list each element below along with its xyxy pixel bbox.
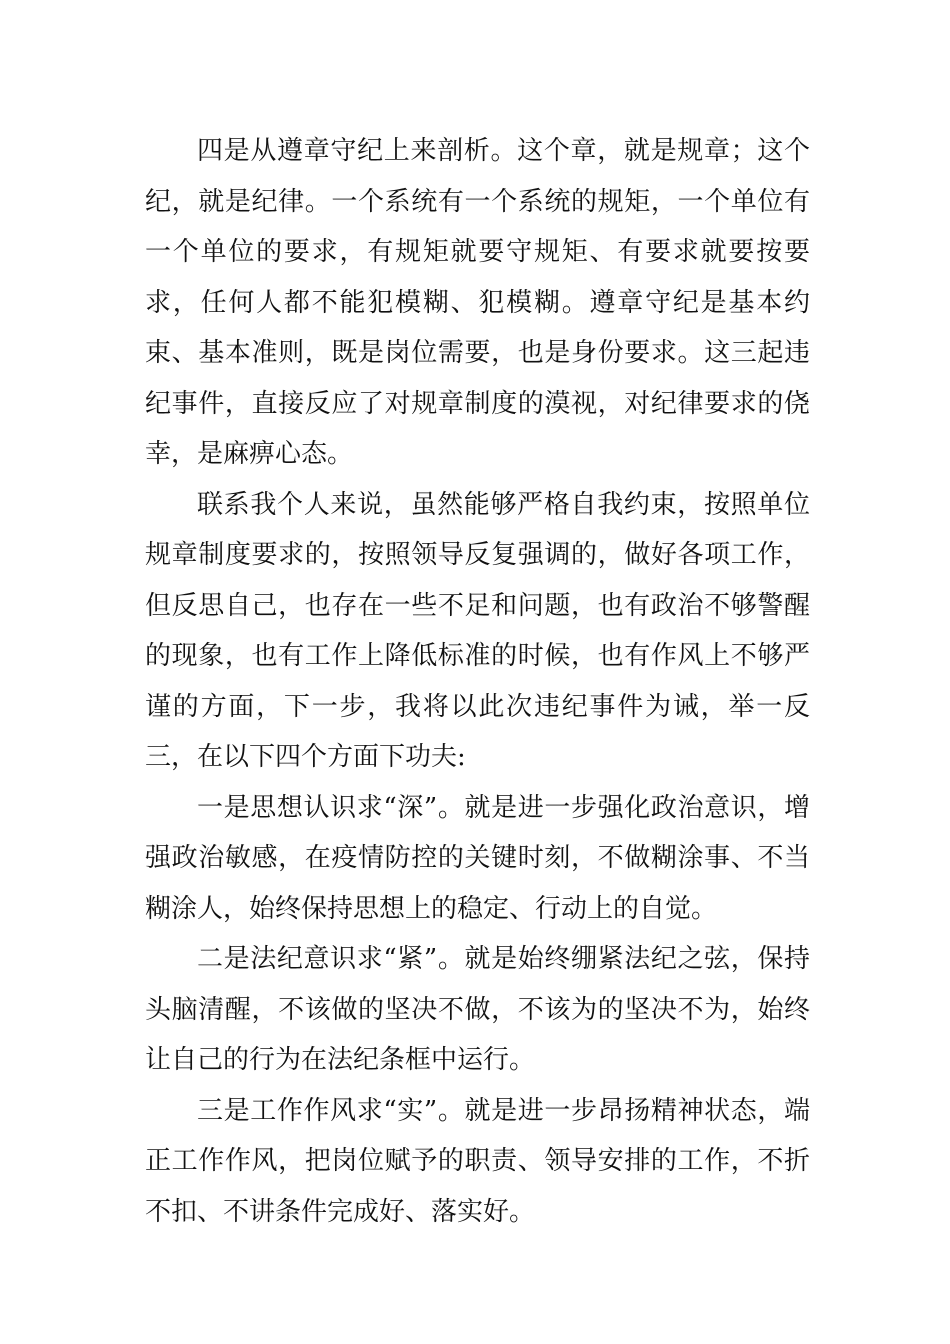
paragraph-legal-discipline: 二是法纪意识求“紧”。就是始终绷紧法纪之弦，保持头脑清醒，不该做的坚决不做，不该为的坚决不为，始终让自己的行为在法纪条框中运行。 (145, 944, 810, 1075)
paragraph-work-style: 三是工作作风求“实”。就是进一步昂扬精神状态，端正工作作风，把岗位赋予的职责、领导安排的工作，不折不扣、不讲条件完成好、落实好。 (145, 1095, 810, 1227)
paragraph-rules-discipline: 四是从遵章守纪上来剖析。这个章，就是规章；这个纪，就是纪律。一个系统有一个系统的规矩，一个单位有一个单位的要求，有规矩就要守规矩、有要求就要按要求，任何人都不能犯模糊、犯模糊。遵章守纪是基本约束、基本准则，既是岗位需要，也是身份要求。这三起违纪事件，直接反应了对规章制度的漠视，对纪律要求的侥幸，是麻痹心态。 (145, 136, 810, 469)
paragraph-ideological-awareness: 一是思想认识求“深”。就是进一步强化政治意识，增强政治敏感，在疫情防控的关键时刻，不做糊涂事、不当糊涂人，始终保持思想上的稳定、行动上的自觉。 (145, 792, 810, 924)
document-body (145, 126, 810, 1237)
paragraph-personal-reflection: 联系我个人来说，虽然能够严格自我约束，按照单位规章制度要求的，按照领导反复强调的，做好各项工作，但反思自己，也存在一些不足和问题，也有政治不够警醒的现象，也有工作上降低标准的时候，也有作风上不够严谨的方面，下一步，我将以此次违纪事件为诫，举一反三，在以下四个方面下功夫: (145, 489, 810, 772)
